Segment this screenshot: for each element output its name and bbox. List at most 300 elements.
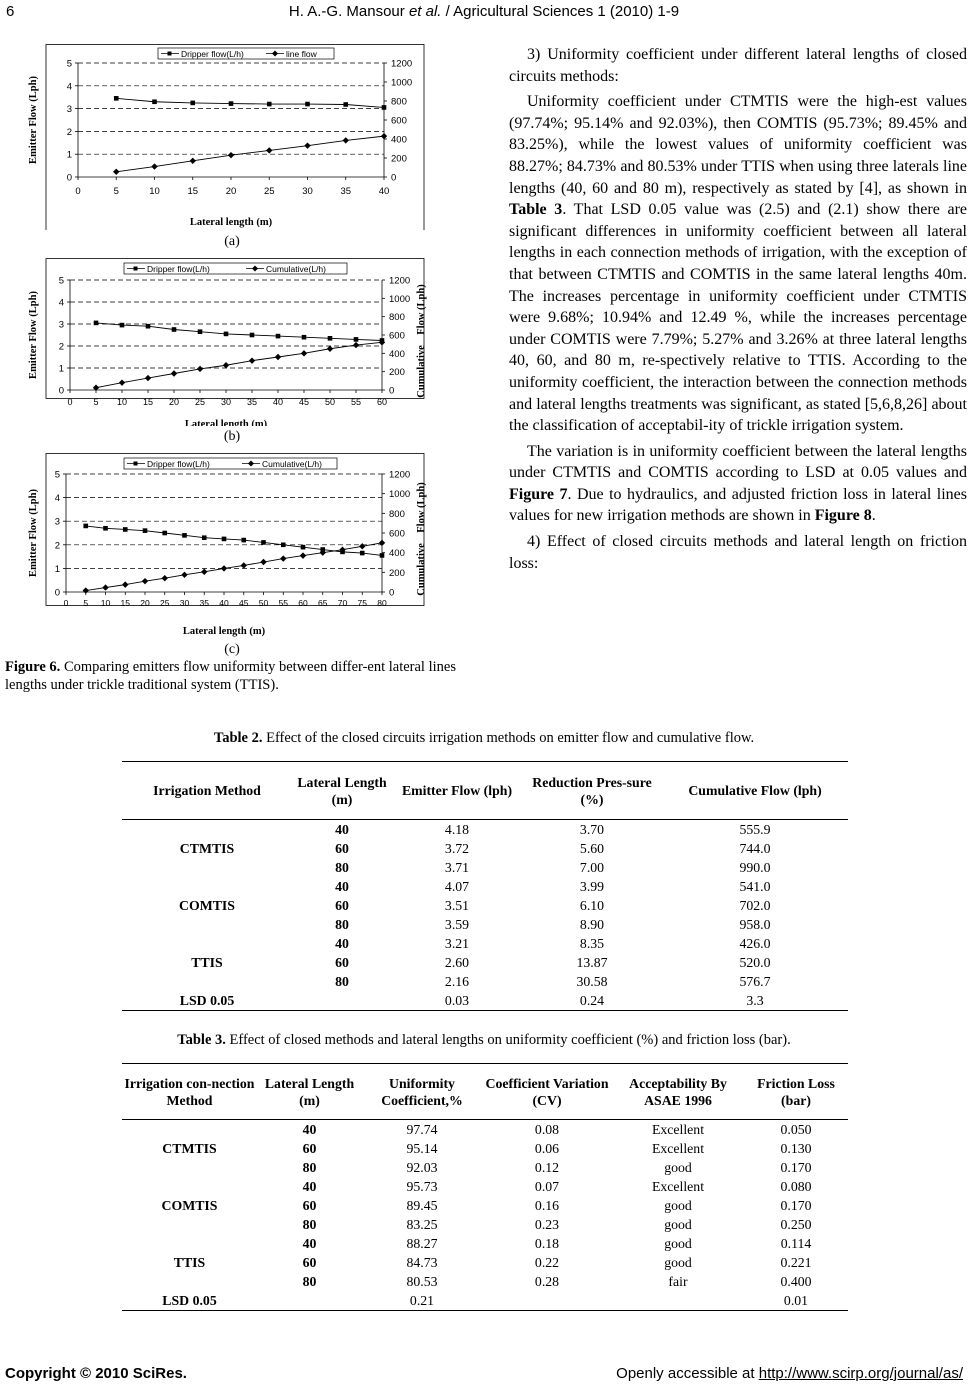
x-tick-label: 40 — [272, 397, 284, 407]
table2-header: Reduction Pres-sure (%) — [532, 774, 652, 807]
y-tick-label: 4 — [66, 81, 72, 93]
x-axis-label: Lateral length (m) — [184, 419, 268, 426]
table2-cell: 3.70 — [579, 822, 605, 837]
body-text — [509, 44, 967, 578]
table2-cell: 4.18 — [444, 822, 470, 837]
legend-label-cumulative: Cumulative(L/h) — [266, 264, 326, 274]
y2-tick-label: 0 — [389, 385, 395, 397]
cumulative-point — [102, 584, 108, 590]
x-tick-label: 60 — [376, 397, 388, 407]
cumulative-point — [304, 142, 310, 148]
table3-cell: 0.18 — [534, 1236, 560, 1251]
table3-cell: 0.130 — [780, 1141, 812, 1156]
x-tick-label: 65 — [318, 598, 328, 608]
table3-cell: 60 — [302, 1141, 317, 1156]
legend — [124, 458, 337, 469]
cumulative-point — [83, 587, 89, 593]
legend-label-cumulative: Cumulative(L/h) — [262, 459, 322, 469]
table3-cell: 80.53 — [406, 1274, 438, 1289]
table3-cell: 0.07 — [534, 1179, 560, 1194]
cumulative-point — [171, 370, 177, 376]
x-tick-label: 20 — [140, 598, 150, 608]
table3-lsd-row — [122, 1291, 848, 1311]
y-tick-label: 1 — [58, 363, 64, 375]
y-tick-label: 0 — [58, 385, 64, 397]
dripper-point — [83, 524, 88, 529]
table2-lsd-cell: 0.24 — [579, 993, 605, 1008]
table3-cell: 80 — [302, 1160, 317, 1175]
table3-lsd-cell: 0.21 — [409, 1293, 435, 1308]
cumulative-point — [266, 147, 272, 153]
figure6a-chart — [8, 44, 448, 235]
x-tick-label: 80 — [377, 598, 387, 608]
y-axis-label: Emitter Flow (Lph) — [28, 489, 39, 577]
table2 — [122, 761, 848, 1011]
table3-row — [122, 1234, 848, 1253]
table3-cell: 80 — [302, 1274, 317, 1289]
cumulative-point — [280, 555, 286, 561]
x-tick-label: 35 — [340, 186, 352, 197]
table3-lsd-cell: 0.01 — [783, 1293, 809, 1308]
y-tick-label: 2 — [66, 126, 72, 138]
table3-cell: 60 — [302, 1198, 317, 1213]
cumulative-point — [249, 357, 255, 363]
y2-tick-label: 200 — [391, 153, 407, 165]
table2-cell: 30.58 — [576, 974, 608, 989]
table2-lsd-cell: 0.03 — [444, 993, 470, 1008]
cumulative-point — [343, 137, 349, 143]
dripper-point — [103, 526, 108, 531]
y2-tick-label: 1200 — [389, 469, 411, 481]
page-number: 6 — [6, 3, 15, 20]
paragraph-variation: The variation is in uniformity coefficient between the lateral lengths under CTMTIS and COMTIS according to LSD at 0.05 values and Figure 7. Due to hydraulics, and adjusted friction loss in lateral lines values for new irrigation methods are shown in Figure 8. — [509, 442, 968, 525]
dripper-point — [146, 324, 151, 329]
legend-label-dripper: Dripper flow(L/h) — [147, 459, 210, 469]
x-tick-label: 10 — [149, 186, 160, 197]
table3-cell: good — [664, 1160, 692, 1175]
cumulative-point — [151, 163, 157, 169]
table3-cell: 0.080 — [780, 1179, 812, 1194]
table3-cell: 40 — [302, 1122, 317, 1137]
x-tick-label: 15 — [142, 397, 154, 407]
dripper-point — [250, 333, 255, 338]
y2-tick-label: 400 — [389, 548, 405, 560]
y2-tick-label: 600 — [389, 330, 405, 342]
table3-cell: Excellent — [651, 1141, 705, 1156]
table2-cell: 13.87 — [576, 955, 608, 970]
x-tick-label: 20 — [225, 186, 237, 197]
table2-cell: 6.10 — [579, 898, 605, 913]
table2-method-cell: COMTIS — [179, 898, 235, 913]
table3-caption: Table 3. Effect of closed methods and lateral lengths on uniformity coefficient (%) and friction loss (bar). — [177, 1032, 791, 1048]
y-tick-label: 4 — [54, 493, 60, 505]
dripper-point — [182, 533, 187, 538]
legend-label-dripper: Dripper flow(L/h) — [147, 264, 210, 274]
x-tick-label: 0 — [63, 598, 69, 608]
x-tick-label: 5 — [93, 397, 99, 407]
y-tick-label: 5 — [58, 275, 64, 287]
x-tick-label: 25 — [160, 598, 170, 608]
table2-cell: 3.21 — [444, 936, 470, 951]
x-tick-label: 5 — [113, 186, 119, 197]
y-tick-label: 5 — [54, 469, 60, 481]
dripper-point — [261, 540, 266, 545]
table3-lsd-cell — [612, 1291, 744, 1311]
table2-cell: 40 — [335, 879, 349, 894]
x-tick-label: 60 — [298, 598, 308, 608]
y-tick-label: 2 — [58, 341, 64, 353]
table3-method-cell: TTIS — [173, 1255, 206, 1270]
table2-cell: 80 — [335, 860, 349, 875]
table2-cell: 3.71 — [444, 860, 470, 875]
dripper-point — [224, 332, 229, 337]
table3-lsd-cell — [482, 1291, 612, 1311]
cumulative-point — [142, 578, 148, 584]
table2-cell: 80 — [335, 974, 349, 989]
table3-cell: 40 — [302, 1236, 317, 1251]
table2-cell: 520.0 — [739, 955, 771, 970]
cumulative-point — [145, 375, 151, 381]
x-tick-label: 35 — [246, 397, 258, 407]
dripper-point — [241, 538, 246, 543]
cumulative-point — [260, 559, 266, 565]
y-tick-label: 3 — [58, 319, 64, 331]
x-axis-label: Lateral length (m) — [189, 217, 273, 228]
dripper-point — [360, 551, 365, 556]
y2-tick-label: 200 — [389, 367, 405, 379]
x-tick-label: 25 — [263, 186, 275, 197]
y-tick-label: 2 — [54, 540, 60, 552]
table3-header: Uniformity Coefficient,% — [381, 1075, 463, 1108]
running-title: H. A.-G. Mansour et al. / Agricultural Sciences 1 (2010) 1-9 — [288, 3, 680, 20]
x-axis-label: Lateral length (m) — [182, 626, 266, 637]
y2-tick-label: 400 — [391, 134, 407, 146]
cumulative-point — [327, 346, 333, 352]
x-tick-label: 40 — [378, 186, 390, 197]
y-tick-label: 3 — [66, 104, 72, 116]
x-tick-label: 30 — [220, 397, 232, 407]
table2-cell: 2.60 — [444, 955, 470, 970]
dripper-point — [302, 335, 307, 340]
table2-cell: 576.7 — [739, 974, 771, 989]
x-tick-label: 15 — [187, 186, 199, 197]
dripper-point — [328, 336, 333, 341]
table3-cell: fair — [668, 1274, 688, 1289]
table3-row — [122, 1177, 848, 1196]
dripper-point — [123, 527, 128, 532]
table2-caption: Table 2. Effect of the closed circuits irrigation methods on emitter flow and cumulative flow. — [213, 730, 755, 746]
dripper-point — [343, 102, 348, 107]
table3-cell: 60 — [302, 1255, 317, 1270]
table2-header: Emitter Flow (lph) — [401, 783, 513, 798]
table3-row — [122, 1120, 848, 1140]
x-tick-label: 20 — [168, 397, 180, 407]
table3-cell: 0.06 — [534, 1141, 560, 1156]
table3 — [122, 1063, 848, 1311]
table3-header: Friction Loss (bar) — [757, 1075, 835, 1108]
table2-lsd-label: LSD 0.05 — [179, 993, 235, 1008]
y2-tick-label: 1000 — [389, 293, 411, 305]
y-tick-label: 1 — [66, 149, 72, 161]
table2-cell: 5.60 — [579, 841, 605, 856]
table3-cell: 0.16 — [534, 1198, 560, 1213]
x-tick-label: 50 — [258, 598, 269, 608]
dripper-point — [120, 323, 125, 328]
dripper-point — [276, 334, 281, 339]
table3-cell: 80 — [302, 1217, 317, 1232]
table2-cell: 3.99 — [579, 879, 605, 894]
chart-frame — [46, 454, 424, 606]
x-tick-label: 15 — [120, 598, 130, 608]
cumulative-point — [201, 569, 207, 575]
y2-tick-label: 0 — [391, 172, 397, 184]
footer-copyright: Copyright © 2010 SciRes. — [5, 1365, 187, 1382]
figure6c-label: (c) — [224, 642, 240, 657]
cumulative-point — [275, 354, 281, 360]
x-tick-label: 0 — [75, 186, 81, 197]
x-tick-label: 10 — [100, 598, 111, 608]
cumulative-point — [359, 543, 365, 549]
table3-header: Acceptability By ASAE 1996 — [629, 1075, 727, 1108]
table2-method-cell: CTMTIS — [179, 841, 235, 856]
table3-cell: good — [664, 1236, 692, 1251]
figure6b-label: (b) — [223, 429, 241, 444]
table3-cell: 95.73 — [406, 1179, 438, 1194]
table2-cell: 60 — [335, 898, 349, 913]
table3-cell: 84.73 — [406, 1255, 438, 1270]
x-tick-label: 30 — [179, 598, 190, 608]
dripper-point — [152, 99, 157, 104]
table3-header: Coefficient Variation (CV) — [485, 1075, 609, 1108]
table2-cell: 80 — [335, 917, 349, 932]
cumulative-point — [241, 562, 247, 568]
y-tick-label: 5 — [66, 58, 72, 70]
cumulative-point — [197, 366, 203, 372]
figure6a-label: (a) — [224, 234, 240, 249]
dripper-point — [222, 537, 227, 542]
table3-cell: 0.170 — [780, 1160, 812, 1175]
y2-tick-label: 1000 — [391, 77, 413, 89]
table3-cell: 89.45 — [406, 1198, 438, 1213]
y2-tick-label: 400 — [389, 348, 405, 360]
y2-tick-label: 0 — [389, 587, 395, 599]
cumulative-point — [113, 169, 119, 175]
x-tick-label: 5 — [83, 598, 89, 608]
x-tick-label: 10 — [116, 397, 128, 407]
table3-lsd-label: LSD 0.05 — [162, 1293, 217, 1308]
table3-cell: Excellent — [651, 1122, 705, 1137]
table2-cell: 40 — [335, 822, 349, 837]
journal-link[interactable]: http://www.scirp.org/journal/as/ — [758, 1365, 963, 1382]
legend — [158, 48, 334, 59]
cumulative-point — [228, 152, 234, 158]
table2-cell: 3.51 — [444, 898, 470, 913]
y2-axis-label: Cumulative Flow (Lph) — [416, 482, 427, 596]
table2-cell: 702.0 — [739, 898, 771, 913]
y2-tick-label: 600 — [391, 115, 407, 127]
table2-header: Cumulative Flow (lph) — [688, 783, 822, 798]
y-axis-label: Emitter Flow (Lph) — [28, 291, 39, 379]
table3-cell: 0.23 — [534, 1217, 560, 1232]
dripper-point — [198, 329, 203, 334]
table2-cell: 2.16 — [444, 974, 470, 989]
y2-tick-label: 1000 — [389, 489, 411, 501]
y2-tick-label: 1200 — [389, 275, 411, 287]
y2-tick-label: 1200 — [391, 58, 413, 70]
dripper-point — [382, 105, 387, 110]
table3-cell: 0.400 — [780, 1274, 812, 1289]
table3-cell: 88.27 — [406, 1236, 438, 1251]
series-line-dripper — [86, 526, 382, 556]
y2-tick-label: 800 — [389, 312, 405, 324]
table2-row — [122, 934, 848, 953]
series-line-cumulative — [86, 543, 382, 591]
paragraph-heading-4: 4) Effect of closed circuits methods and lateral length on friction loss: — [509, 533, 967, 572]
x-tick-label: 55 — [278, 598, 288, 608]
paragraph-uniformity: Uniformity coefficient under CTMTIS were the high-est values (97.74%; 95.14% and 92.03%), then COMTIS (95.73%; 89.45% and 83.25%), while the lowest values of uniformity coefficient was 88.27%; 84.73% and 80.53% under TTIS when using three laterals line lengths (40, 60 and 80 m), respectively as stated by [4], as shown in Table 3. That LSD 0.05 value was (2.5) and (2.1) show there are significant differences in uniformity coefficient between all lateral lengths in each connection methods of irrigation, with the exception of that between CTMTIS and COMTIS in the same lateral lengths 40m. The increases percentage in uniformity coefficient under CTMTIS were 9.68%; 10.94% and 12.49 %, while the increases percentage under COMTIS were 7.79%; 5.27% and 3.26% at three lateral lengths 40, 60, and 80 m, re-spectively relative to TTIS. According to the uniformity coefficient, the interaction between the connection methods and lateral lengths treatments was significant, as stated [5,6,8,26] about the classification of acceptabil-ity of trickle irrigation system. — [509, 93, 967, 435]
cumulative-point — [221, 565, 227, 571]
table2-cell: 40 — [335, 936, 349, 951]
table3-cell: 0.28 — [534, 1274, 560, 1289]
y-axis-label: Emitter Flow (Lph) — [28, 76, 39, 164]
cumulative-point — [119, 379, 125, 385]
y-tick-label: 3 — [54, 516, 60, 528]
figure6b-chart — [8, 258, 448, 431]
series-line-dripper — [96, 323, 382, 341]
table2-cell: 744.0 — [739, 841, 771, 856]
x-tick-label: 70 — [337, 598, 348, 608]
table3-cell: Excellent — [651, 1179, 705, 1194]
x-tick-label: 30 — [302, 186, 313, 197]
footer-access: Openly accessible at http://www.scirp.org/journal/as/ — [616, 1365, 963, 1382]
x-tick-label: 40 — [219, 598, 229, 608]
table2-cell: 555.9 — [739, 822, 771, 837]
table3-method-cell: COMTIS — [161, 1198, 218, 1213]
dripper-point — [202, 535, 207, 540]
x-tick-label: 45 — [239, 598, 249, 608]
dripper-point — [162, 531, 167, 536]
dripper-point — [267, 102, 272, 107]
y2-tick-label: 800 — [389, 508, 405, 520]
y2-tick-label: 600 — [389, 528, 405, 540]
cumulative-point — [381, 133, 387, 139]
table2-header: Irrigation Method — [153, 783, 261, 798]
x-tick-label: 35 — [199, 598, 209, 608]
table2-cell: 60 — [335, 841, 349, 856]
dripper-point — [114, 96, 119, 101]
table3-cell: good — [664, 1198, 692, 1213]
y-tick-label: 4 — [58, 297, 64, 309]
x-tick-label: 25 — [194, 397, 206, 407]
y2-axis-label: Cumulative Flow (Lph) — [416, 284, 427, 398]
table2-cell: 426.0 — [739, 936, 771, 951]
table2-cell: 60 — [335, 955, 349, 970]
paragraph-heading-3: 3) Uniformity coefficient under different lateral lengths of closed circuits methods: — [509, 46, 967, 85]
table2-cell: 541.0 — [739, 879, 771, 894]
dripper-point — [229, 101, 234, 106]
y-tick-label: 1 — [54, 563, 60, 575]
x-tick-label: 55 — [350, 397, 362, 407]
table2-cell: 958.0 — [739, 917, 771, 932]
y2-tick-label: 800 — [391, 96, 407, 108]
table3-cell: 0.170 — [780, 1198, 812, 1213]
dripper-point — [354, 337, 359, 342]
dripper-point — [301, 545, 306, 550]
table3-cell: 0.114 — [780, 1236, 812, 1251]
dripper-point — [94, 321, 99, 326]
y-tick-label: 0 — [66, 172, 72, 184]
table2-row — [122, 877, 848, 896]
dripper-point — [143, 528, 148, 533]
x-tick-label: 75 — [357, 598, 367, 608]
cumulative-point — [181, 572, 187, 578]
x-tick-label: 45 — [298, 397, 310, 407]
table3-cell: good — [664, 1217, 692, 1232]
table2-method-cell: TTIS — [191, 955, 223, 970]
x-tick-label: 0 — [67, 397, 73, 407]
table3-cell: 0.250 — [780, 1217, 812, 1232]
chart-frame — [46, 259, 424, 399]
table3-method-cell: CTMTIS — [162, 1141, 217, 1156]
cumulative-point — [300, 552, 306, 558]
table2-cell: 8.35 — [579, 936, 605, 951]
cumulative-point — [190, 158, 196, 164]
table2-lsd-cell: 3.3 — [746, 993, 764, 1008]
dripper-point — [190, 101, 195, 106]
dripper-point — [172, 327, 177, 332]
legend — [124, 263, 347, 274]
y-tick-label: 0 — [54, 587, 60, 599]
table3-cell: 0.221 — [780, 1255, 812, 1270]
cumulative-point — [301, 350, 307, 356]
table2-cell: 4.07 — [444, 879, 470, 894]
cumulative-point — [223, 362, 229, 368]
table2-lsd-cell — [292, 991, 392, 1011]
table2-cell: 3.72 — [444, 841, 470, 856]
table2-header: Lateral Length (m) — [297, 774, 387, 807]
legend-label-dripper: Dripper flow(L/h) — [181, 49, 244, 59]
y2-tick-label: 200 — [389, 567, 405, 579]
figure6c-chart — [8, 453, 448, 644]
table3-header: Lateral Length (m) — [264, 1075, 355, 1108]
x-tick-label: 50 — [324, 397, 336, 407]
series-line-cumulative — [96, 342, 382, 387]
figure6-caption: Figure 6. Comparing emitters flow uniformity between differ-ent lateral lines lengths under trickle traditional system (TTIS). — [5, 659, 456, 693]
table2-lsd-row — [122, 991, 848, 1011]
table3-cell: 97.74 — [406, 1122, 438, 1137]
table2-row — [122, 820, 848, 840]
table3-cell: 92.03 — [406, 1160, 438, 1175]
table3-cell: 0.08 — [534, 1122, 560, 1137]
cumulative-point — [353, 342, 359, 348]
legend-label-cumulative: line flow — [286, 49, 317, 59]
table3-lsd-cell — [257, 1291, 362, 1311]
table3-cell: 0.22 — [534, 1255, 560, 1270]
table2-cell: 8.90 — [579, 917, 605, 932]
table3-cell: 83.25 — [406, 1217, 438, 1232]
cumulative-point — [122, 581, 128, 587]
dripper-point — [380, 553, 385, 558]
table3-cell: 40 — [302, 1179, 317, 1194]
table3-cell: 0.050 — [780, 1122, 812, 1137]
table3-cell: 0.12 — [534, 1160, 560, 1175]
table3-header: Irrigation con-nection Method — [124, 1075, 255, 1108]
chart-frame — [46, 45, 424, 231]
dripper-point — [281, 543, 286, 548]
table2-cell: 990.0 — [739, 860, 771, 875]
table3-cell: 95.14 — [406, 1141, 438, 1156]
dripper-point — [305, 102, 310, 107]
